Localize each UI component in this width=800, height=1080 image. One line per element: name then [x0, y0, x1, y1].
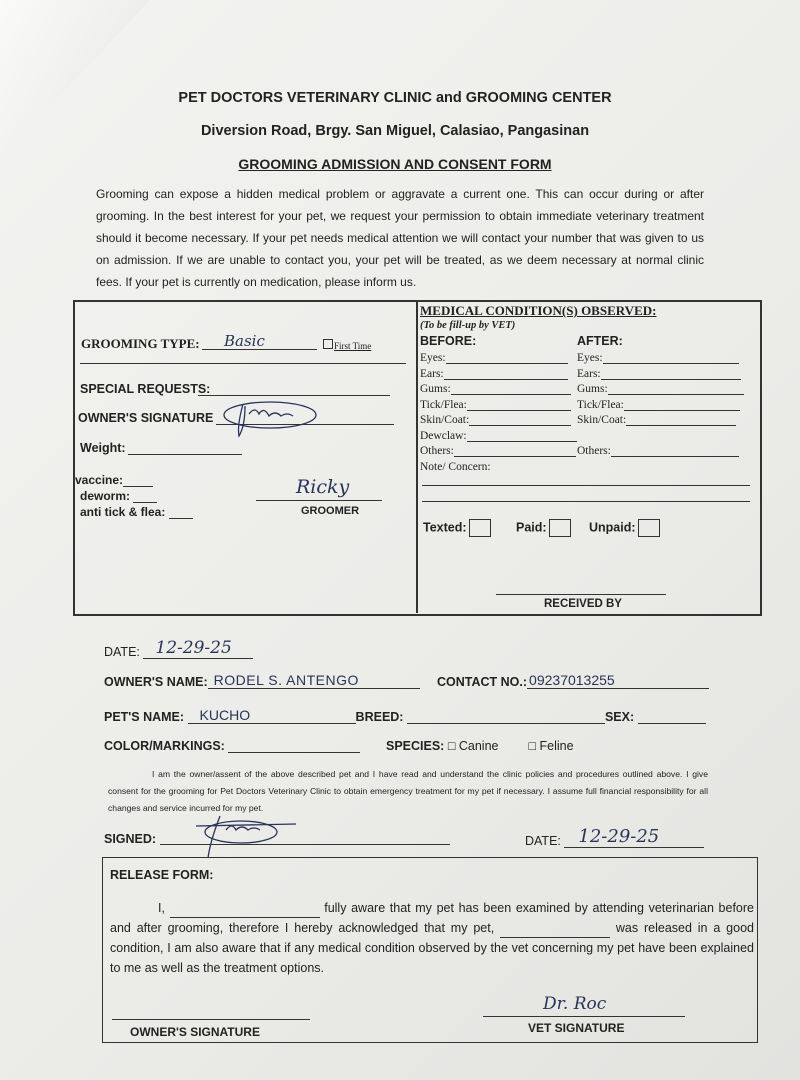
box-divider	[416, 301, 418, 613]
anti-tick-label: anti tick & flea:	[80, 505, 193, 519]
groomer-signature-field[interactable]	[256, 500, 382, 501]
owner-name-row: OWNER'S NAME: RODEL S. ANTENGO	[104, 672, 420, 689]
after-list	[577, 352, 752, 461]
release-owner-signature-label: OWNER'S SIGNATURE	[130, 1025, 260, 1039]
color-field[interactable]	[228, 752, 360, 753]
note-line-2[interactable]	[422, 501, 750, 502]
release-paragraph: I, fully aware that my pet has been examined by attending veterinarian before and after grooming, therefore I hereby acknowledged that my pet, was released in a good condition, I am also aware that if any medical condition observed by the vet concerning my pet have been explained to me as well as the treatment options.	[110, 901, 754, 975]
weight-label: Weight:	[80, 441, 126, 455]
release-owner-field[interactable]	[170, 917, 320, 918]
species-row: SPECIES: □ Canine □ Feline	[386, 739, 574, 753]
owner-signature-label: OWNER'S SIGNATURE	[78, 411, 214, 425]
first-time-label: First Time	[334, 341, 372, 351]
release-owner-signature-field[interactable]	[112, 1019, 310, 1020]
pet-name-field[interactable]: KUCHO	[188, 707, 356, 724]
deworm-label: deworm:	[80, 489, 157, 503]
signed-date-row: DATE: 12-29-25	[525, 826, 704, 848]
vaccine-label: vaccine:	[75, 473, 153, 487]
sex-field[interactable]	[638, 723, 706, 724]
note-line-1[interactable]	[422, 485, 750, 486]
date-row: DATE: 12-29-25	[104, 638, 253, 659]
breed-field[interactable]	[407, 723, 605, 724]
after-gums[interactable]: Gums:	[577, 383, 752, 399]
groomer-value: Ricky	[296, 476, 350, 498]
received-by-field[interactable]	[496, 594, 666, 595]
unpaid-checkbox[interactable]: Unpaid:	[589, 519, 660, 537]
before-ears[interactable]: Ears:	[420, 368, 575, 384]
after-others[interactable]: Others:	[577, 445, 752, 461]
grooming-type-field[interactable]	[202, 332, 317, 350]
before-tick[interactable]: Tick/Flea:	[420, 399, 575, 415]
owner-name-field[interactable]: RODEL S. ANTENGO	[208, 672, 420, 689]
canine-checkbox[interactable]: □ Canine	[447, 739, 499, 753]
after-heading: AFTER:	[577, 334, 623, 348]
signed-date-field[interactable]: 12-29-25	[564, 826, 704, 848]
owner-signature-scribble	[215, 396, 325, 440]
first-time-checkbox[interactable]	[323, 339, 371, 351]
before-list	[420, 352, 575, 476]
grooming-type-label: GROOMING TYPE:	[81, 336, 200, 351]
vet-signature-field[interactable]	[483, 1016, 685, 1017]
after-eyes[interactable]: Eyes:	[577, 352, 752, 368]
contact-row: CONTACT NO.: 09237013255	[437, 672, 709, 689]
intro-paragraph: Grooming can expose a hidden medical problem or aggravate a current one. This can occur during or after grooming. In the best interest for your pet, we request your permission to obtain immediate veterinary treatment should it become necessary. If your pet needs medical attention we will contact your number that was given to us on admission. If we are unable to contact you, your pet will be treated, as we deem necessary at normal clinic fees. If your pet is currently on medication, please inform us.	[96, 187, 704, 289]
grooming-extra-line	[80, 363, 406, 364]
owner-signed-scribble	[196, 812, 306, 860]
after-skin[interactable]: Skin/Coat:	[577, 414, 752, 430]
clinic-name: PET DOCTORS VETERINARY CLINIC and GROOMING CENTER	[178, 90, 612, 106]
contact-field[interactable]: 09237013255	[527, 672, 709, 689]
vet-signature-label: VET SIGNATURE	[528, 1021, 625, 1035]
after-ears[interactable]: Ears:	[577, 368, 752, 384]
release-pet-field[interactable]	[500, 937, 610, 938]
form-title: GROOMING ADMISSION AND CONSENT FORM	[238, 156, 552, 172]
paid-checkbox[interactable]: Paid:	[516, 519, 571, 537]
note-concern-label: Note/ Concern:	[420, 460, 491, 473]
pet-name-row: PET'S NAME: KUCHO BREED: SEX:	[104, 707, 706, 724]
release-title: RELEASE FORM:	[110, 868, 214, 882]
vet-signature-value: Dr. Roc	[543, 994, 607, 1014]
before-skin[interactable]: Skin/Coat:	[420, 414, 575, 430]
consent-paragraph: I am the owner/assent of the above described pet and I have read and understand the clinic policies and procedures outlined above. I give consent for the grooming for Pet Doctors Veterinary Clinic to obtain emergency treatment for my pet if necessary. I assume full financial responsibility for all changes and service incurred for my pet.	[108, 769, 708, 813]
date-field[interactable]: 12-29-25	[143, 638, 253, 659]
before-others[interactable]: Others:	[420, 445, 575, 461]
clinic-address: Diversion Road, Brgy. San Miguel, Calasiao, Pangasinan	[200, 123, 590, 139]
feline-checkbox[interactable]: □ Feline	[528, 739, 574, 753]
signed-label: SIGNED:	[104, 832, 157, 846]
weight-field[interactable]	[128, 454, 242, 455]
before-eyes[interactable]: Eyes:	[420, 352, 575, 368]
before-heading: BEFORE:	[420, 334, 477, 348]
medical-title: MEDICAL CONDITION(S) OBSERVED:	[420, 303, 657, 318]
texted-checkbox[interactable]: Texted:	[423, 519, 491, 537]
color-row: COLOR/MARKINGS:	[104, 739, 360, 753]
groomer-label: GROOMER	[301, 505, 360, 517]
medical-subtitle: (To be fill-up by VET)	[420, 320, 516, 331]
after-tick[interactable]: Tick/Flea:	[577, 399, 752, 415]
received-by-label: RECEIVED BY	[544, 598, 622, 610]
special-requests-label: SPECIAL REQUESTS:	[80, 382, 211, 396]
grooming-type-value: Basic	[224, 332, 265, 350]
before-dewclaw[interactable]: Dewclaw:	[420, 430, 575, 446]
before-gums[interactable]: Gums:	[420, 383, 575, 399]
